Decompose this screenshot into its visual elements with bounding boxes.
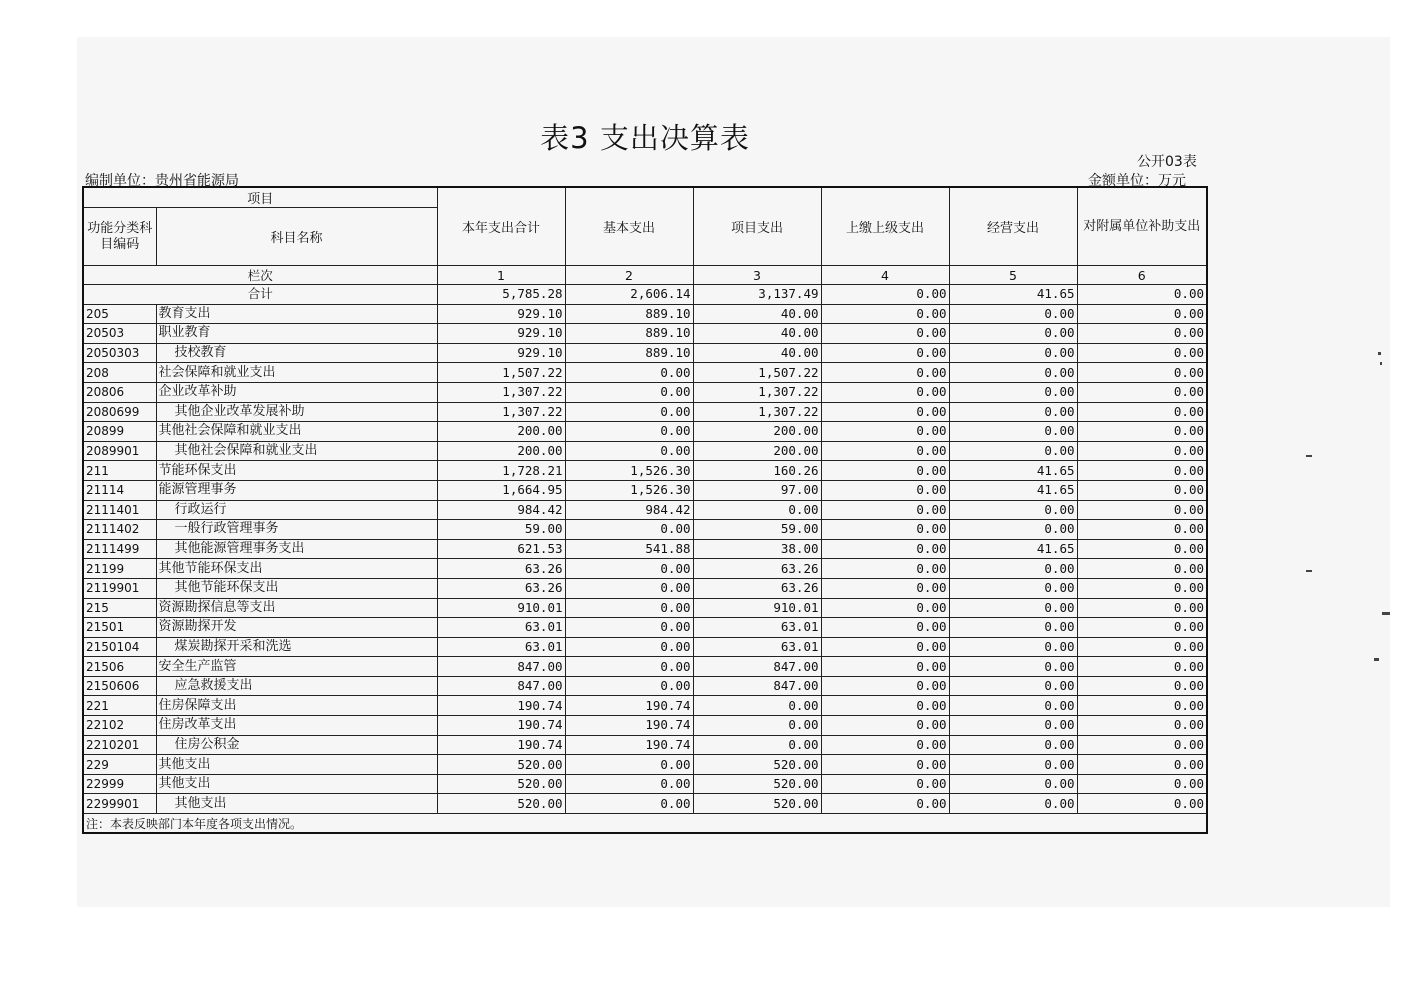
row-name: 其他支出	[156, 774, 437, 794]
row-value: 40.00	[693, 304, 821, 324]
table-row	[83, 696, 1207, 716]
expenditure-table	[82, 186, 1208, 834]
row-value: 0.00	[693, 716, 821, 736]
row-name: 其他社会保障和就业支出	[156, 422, 437, 442]
row-value: 520.00	[693, 755, 821, 775]
header-remit-superior: 上缴上级支出	[821, 187, 949, 266]
row-code: 2111402	[83, 520, 156, 540]
row-value: 0.00	[565, 382, 693, 402]
row-value: 0.00	[821, 637, 949, 657]
row-value: 0.00	[1077, 304, 1207, 324]
row-value: 621.53	[437, 539, 565, 559]
row-code: 2050303	[83, 343, 156, 363]
table-row	[83, 618, 1207, 638]
table-row	[83, 363, 1207, 383]
table-row	[83, 774, 1207, 794]
header-code: 功能分类科目编码	[83, 208, 156, 266]
row-value: 0.00	[1077, 520, 1207, 540]
row-code: 21501	[83, 618, 156, 638]
row-value: 0.00	[565, 618, 693, 638]
table-row	[83, 461, 1207, 481]
row-value: 200.00	[693, 422, 821, 442]
table-row	[83, 520, 1207, 540]
table-row	[83, 716, 1207, 736]
row-value: 0.00	[1077, 422, 1207, 442]
row-value: 1,307.22	[693, 402, 821, 422]
row-name: 住房公积金	[156, 735, 437, 755]
row-value: 0.00	[949, 794, 1077, 814]
header-row-number-label: 栏次	[83, 266, 437, 285]
row-value: 0.00	[1077, 618, 1207, 638]
row-code: 215	[83, 598, 156, 618]
row-name: 其他能源管理事务支出	[156, 539, 437, 559]
compiling-unit: 编制单位：贵州省能源局	[85, 173, 239, 189]
header-item: 项目	[83, 187, 437, 208]
scan-speck	[1382, 612, 1390, 615]
row-value: 200.00	[693, 441, 821, 461]
scan-speck	[1380, 362, 1382, 365]
row-name: 其他节能环保支出	[156, 578, 437, 598]
table-row	[83, 755, 1207, 775]
row-name: 企业改革补助	[156, 382, 437, 402]
table-row	[83, 735, 1207, 755]
row-value: 200.00	[437, 441, 565, 461]
row-code: 2210201	[83, 735, 156, 755]
row-value: 0.00	[821, 716, 949, 736]
table-row	[83, 304, 1207, 324]
row-value: 0.00	[949, 637, 1077, 657]
row-value: 0.00	[821, 480, 949, 500]
header-basic-expenditure: 基本支出	[565, 187, 693, 266]
row-code: 229	[83, 755, 156, 775]
row-value: 520.00	[437, 794, 565, 814]
row-value: 0.00	[1077, 794, 1207, 814]
row-code: 20899	[83, 422, 156, 442]
row-value: 40.00	[693, 343, 821, 363]
row-value: 520.00	[693, 794, 821, 814]
row-name: 职业教育	[156, 324, 437, 344]
table-row	[83, 676, 1207, 696]
row-code: 20503	[83, 324, 156, 344]
row-value: 0.00	[821, 578, 949, 598]
row-code: 221	[83, 696, 156, 716]
row-value: 929.10	[437, 304, 565, 324]
row-value: 1,728.21	[437, 461, 565, 481]
row-name: 技校教育	[156, 343, 437, 363]
scan-speck	[1374, 658, 1379, 661]
row-code: 21506	[83, 657, 156, 677]
row-value: 1,507.22	[693, 363, 821, 383]
row-value: 1,526.30	[565, 480, 693, 500]
row-value: 0.00	[949, 324, 1077, 344]
table-row	[83, 402, 1207, 422]
row-name: 煤炭勘探开采和洗选	[156, 637, 437, 657]
row-value: 0.00	[565, 755, 693, 775]
row-value: 0.00	[949, 343, 1077, 363]
row-value: 0.00	[949, 402, 1077, 422]
table-row	[83, 480, 1207, 500]
table-row	[83, 578, 1207, 598]
row-name: 其他企业改革发展补助	[156, 402, 437, 422]
row-value: 0.00	[821, 422, 949, 442]
row-value: 0.00	[1077, 657, 1207, 677]
col-number: 3	[693, 266, 821, 285]
col-number: 1	[437, 266, 565, 285]
row-value: 0.00	[949, 304, 1077, 324]
row-value: 63.26	[437, 578, 565, 598]
row-name: 行政运行	[156, 500, 437, 520]
row-value: 0.00	[949, 578, 1077, 598]
row-value: 0.00	[949, 382, 1077, 402]
table-row	[83, 382, 1207, 402]
row-value: 0.00	[693, 500, 821, 520]
row-value: 0.00	[1077, 402, 1207, 422]
total-value: 5,785.28	[437, 285, 565, 305]
row-code: 21199	[83, 559, 156, 579]
row-value: 0.00	[1077, 441, 1207, 461]
row-value: 63.01	[437, 637, 565, 657]
row-code: 20806	[83, 382, 156, 402]
row-name: 教育支出	[156, 304, 437, 324]
row-value: 0.00	[949, 422, 1077, 442]
row-value: 40.00	[693, 324, 821, 344]
row-value: 984.42	[437, 500, 565, 520]
row-value: 0.00	[821, 618, 949, 638]
row-name: 其他社会保障和就业支出	[156, 441, 437, 461]
row-name: 资源勘探信息等支出	[156, 598, 437, 618]
total-value: 3,137.49	[693, 285, 821, 305]
row-name: 应急救援支出	[156, 676, 437, 696]
row-value: 0.00	[1077, 735, 1207, 755]
row-code: 21114	[83, 480, 156, 500]
row-value: 889.10	[565, 343, 693, 363]
row-name: 其他支出	[156, 794, 437, 814]
row-name: 住房改革支出	[156, 716, 437, 736]
scan-speck	[1306, 455, 1312, 457]
row-name: 安全生产监管	[156, 657, 437, 677]
row-value: 190.74	[437, 735, 565, 755]
row-value: 847.00	[437, 676, 565, 696]
col-number: 2	[565, 266, 693, 285]
row-name: 资源勘探开发	[156, 618, 437, 638]
row-value: 0.00	[565, 578, 693, 598]
row-value: 41.65	[949, 539, 1077, 559]
row-value: 0.00	[1077, 382, 1207, 402]
row-value: 1,307.22	[437, 382, 565, 402]
row-value: 0.00	[565, 598, 693, 618]
row-code: 211	[83, 461, 156, 481]
total-value: 0.00	[1077, 285, 1207, 305]
row-code: 208	[83, 363, 156, 383]
row-name: 一般行政管理事务	[156, 520, 437, 540]
row-value: 0.00	[1077, 637, 1207, 657]
row-name: 住房保障支出	[156, 696, 437, 716]
row-value: 190.74	[437, 716, 565, 736]
row-name: 能源管理事务	[156, 480, 437, 500]
form-code: 公开03表	[1137, 154, 1197, 170]
row-value: 929.10	[437, 343, 565, 363]
row-value: 190.74	[565, 696, 693, 716]
row-value: 0.00	[821, 676, 949, 696]
row-value: 0.00	[949, 657, 1077, 677]
row-value: 59.00	[693, 520, 821, 540]
row-value: 0.00	[821, 500, 949, 520]
row-value: 0.00	[821, 402, 949, 422]
row-value: 910.01	[437, 598, 565, 618]
row-code: 2150606	[83, 676, 156, 696]
col-number: 4	[821, 266, 949, 285]
header-business-expenditure: 经营支出	[949, 187, 1077, 266]
row-value: 0.00	[821, 735, 949, 755]
row-value: 889.10	[565, 304, 693, 324]
row-value: 97.00	[693, 480, 821, 500]
row-value: 0.00	[821, 304, 949, 324]
table-row	[83, 343, 1207, 363]
row-value: 1,307.22	[437, 402, 565, 422]
row-value: 1,526.30	[565, 461, 693, 481]
row-name: 其他支出	[156, 755, 437, 775]
header-subsidy-affiliates: 对附属单位补助支出	[1077, 187, 1207, 266]
row-value: 0.00	[949, 618, 1077, 638]
row-value: 0.00	[821, 363, 949, 383]
row-value: 1,307.22	[693, 382, 821, 402]
table-row	[83, 637, 1207, 657]
row-value: 0.00	[821, 598, 949, 618]
row-value: 0.00	[949, 676, 1077, 696]
row-value: 0.00	[1077, 480, 1207, 500]
row-value: 0.00	[821, 696, 949, 716]
row-value: 541.88	[565, 539, 693, 559]
row-value: 0.00	[565, 559, 693, 579]
row-value: 0.00	[821, 382, 949, 402]
row-value: 59.00	[437, 520, 565, 540]
row-value: 0.00	[1077, 539, 1207, 559]
row-value: 160.26	[693, 461, 821, 481]
row-value: 0.00	[949, 598, 1077, 618]
row-value: 0.00	[565, 794, 693, 814]
row-value: 63.26	[437, 559, 565, 579]
row-value: 190.74	[437, 696, 565, 716]
row-name: 社会保障和就业支出	[156, 363, 437, 383]
table-row	[83, 559, 1207, 579]
table-row	[83, 598, 1207, 618]
row-value: 0.00	[949, 735, 1077, 755]
row-value: 41.65	[949, 461, 1077, 481]
row-value: 984.42	[565, 500, 693, 520]
row-code: 22999	[83, 774, 156, 794]
row-value: 1,507.22	[437, 363, 565, 383]
row-value: 0.00	[565, 774, 693, 794]
table-row	[83, 794, 1207, 814]
row-value: 63.26	[693, 559, 821, 579]
col-number: 6	[1077, 266, 1207, 285]
total-value: 0.00	[821, 285, 949, 305]
row-value: 0.00	[1077, 324, 1207, 344]
row-value: 0.00	[821, 657, 949, 677]
row-value: 0.00	[565, 657, 693, 677]
row-value: 0.00	[949, 755, 1077, 775]
row-value: 0.00	[565, 676, 693, 696]
row-value: 63.01	[693, 618, 821, 638]
row-value: 0.00	[949, 363, 1077, 383]
row-code: 205	[83, 304, 156, 324]
table-row	[83, 500, 1207, 520]
row-value: 200.00	[437, 422, 565, 442]
row-value: 0.00	[1077, 559, 1207, 579]
row-value: 0.00	[949, 774, 1077, 794]
row-value: 0.00	[1077, 461, 1207, 481]
row-name: 其他节能环保支出	[156, 559, 437, 579]
row-value: 38.00	[693, 539, 821, 559]
row-value: 0.00	[565, 363, 693, 383]
row-value: 520.00	[437, 774, 565, 794]
row-value: 63.01	[693, 637, 821, 657]
scan-speck	[1378, 352, 1381, 355]
row-value: 847.00	[437, 657, 565, 677]
row-value: 0.00	[1077, 774, 1207, 794]
row-value: 0.00	[1077, 363, 1207, 383]
row-value: 0.00	[693, 735, 821, 755]
header-total-expenditure: 本年支出合计	[437, 187, 565, 266]
row-value: 0.00	[565, 422, 693, 442]
total-label: 合计	[83, 285, 437, 305]
row-value: 0.00	[821, 774, 949, 794]
header-project-expenditure: 项目支出	[693, 187, 821, 266]
row-code: 2080699	[83, 402, 156, 422]
row-value: 0.00	[1077, 676, 1207, 696]
row-value: 0.00	[949, 716, 1077, 736]
row-value: 0.00	[821, 794, 949, 814]
row-value: 0.00	[949, 520, 1077, 540]
row-code: 2119901	[83, 578, 156, 598]
row-value: 0.00	[949, 500, 1077, 520]
header-name: 科目名称	[156, 208, 437, 266]
total-value: 2,606.14	[565, 285, 693, 305]
row-value: 0.00	[1077, 696, 1207, 716]
total-row	[83, 285, 1207, 305]
row-value: 0.00	[821, 539, 949, 559]
row-value: 0.00	[1077, 716, 1207, 736]
row-value: 0.00	[1077, 598, 1207, 618]
row-value: 520.00	[693, 774, 821, 794]
row-value: 0.00	[693, 696, 821, 716]
row-value: 0.00	[565, 637, 693, 657]
row-code: 2111401	[83, 500, 156, 520]
scan-speck	[1306, 570, 1312, 572]
row-value: 0.00	[565, 402, 693, 422]
table-row	[83, 441, 1207, 461]
table-note: 注：本表反映部门本年度各项支出情况。	[83, 814, 1207, 834]
row-value: 929.10	[437, 324, 565, 344]
row-value: 190.74	[565, 735, 693, 755]
row-value: 1,664.95	[437, 480, 565, 500]
row-code: 2299901	[83, 794, 156, 814]
table-row	[83, 539, 1207, 559]
row-code: 22102	[83, 716, 156, 736]
row-value: 0.00	[1077, 578, 1207, 598]
row-code: 2150104	[83, 637, 156, 657]
row-value: 0.00	[565, 520, 693, 540]
row-value: 41.65	[949, 480, 1077, 500]
row-value: 0.00	[821, 324, 949, 344]
row-value: 63.26	[693, 578, 821, 598]
row-value: 0.00	[1077, 755, 1207, 775]
row-value: 0.00	[949, 559, 1077, 579]
row-value: 0.00	[821, 755, 949, 775]
row-value: 0.00	[821, 343, 949, 363]
total-value: 41.65	[949, 285, 1077, 305]
amount-unit: 金额单位：万元	[1088, 173, 1186, 189]
row-value: 0.00	[949, 441, 1077, 461]
row-value: 63.01	[437, 618, 565, 638]
col-number: 5	[949, 266, 1077, 285]
row-value: 910.01	[693, 598, 821, 618]
row-value: 0.00	[1077, 500, 1207, 520]
row-code: 2111499	[83, 539, 156, 559]
page-title: 表3 支出决算表	[540, 121, 750, 155]
row-name: 节能环保支出	[156, 461, 437, 481]
row-value: 847.00	[693, 657, 821, 677]
row-value: 0.00	[821, 441, 949, 461]
row-value: 0.00	[565, 441, 693, 461]
table-row	[83, 657, 1207, 677]
row-value: 0.00	[821, 520, 949, 540]
row-value: 847.00	[693, 676, 821, 696]
row-code: 2089901	[83, 441, 156, 461]
table-row	[83, 324, 1207, 344]
row-value: 0.00	[949, 696, 1077, 716]
row-value: 0.00	[821, 559, 949, 579]
row-value: 190.74	[565, 716, 693, 736]
table-row	[83, 422, 1207, 442]
row-value: 520.00	[437, 755, 565, 775]
row-value: 0.00	[1077, 343, 1207, 363]
row-value: 889.10	[565, 324, 693, 344]
row-value: 0.00	[821, 461, 949, 481]
